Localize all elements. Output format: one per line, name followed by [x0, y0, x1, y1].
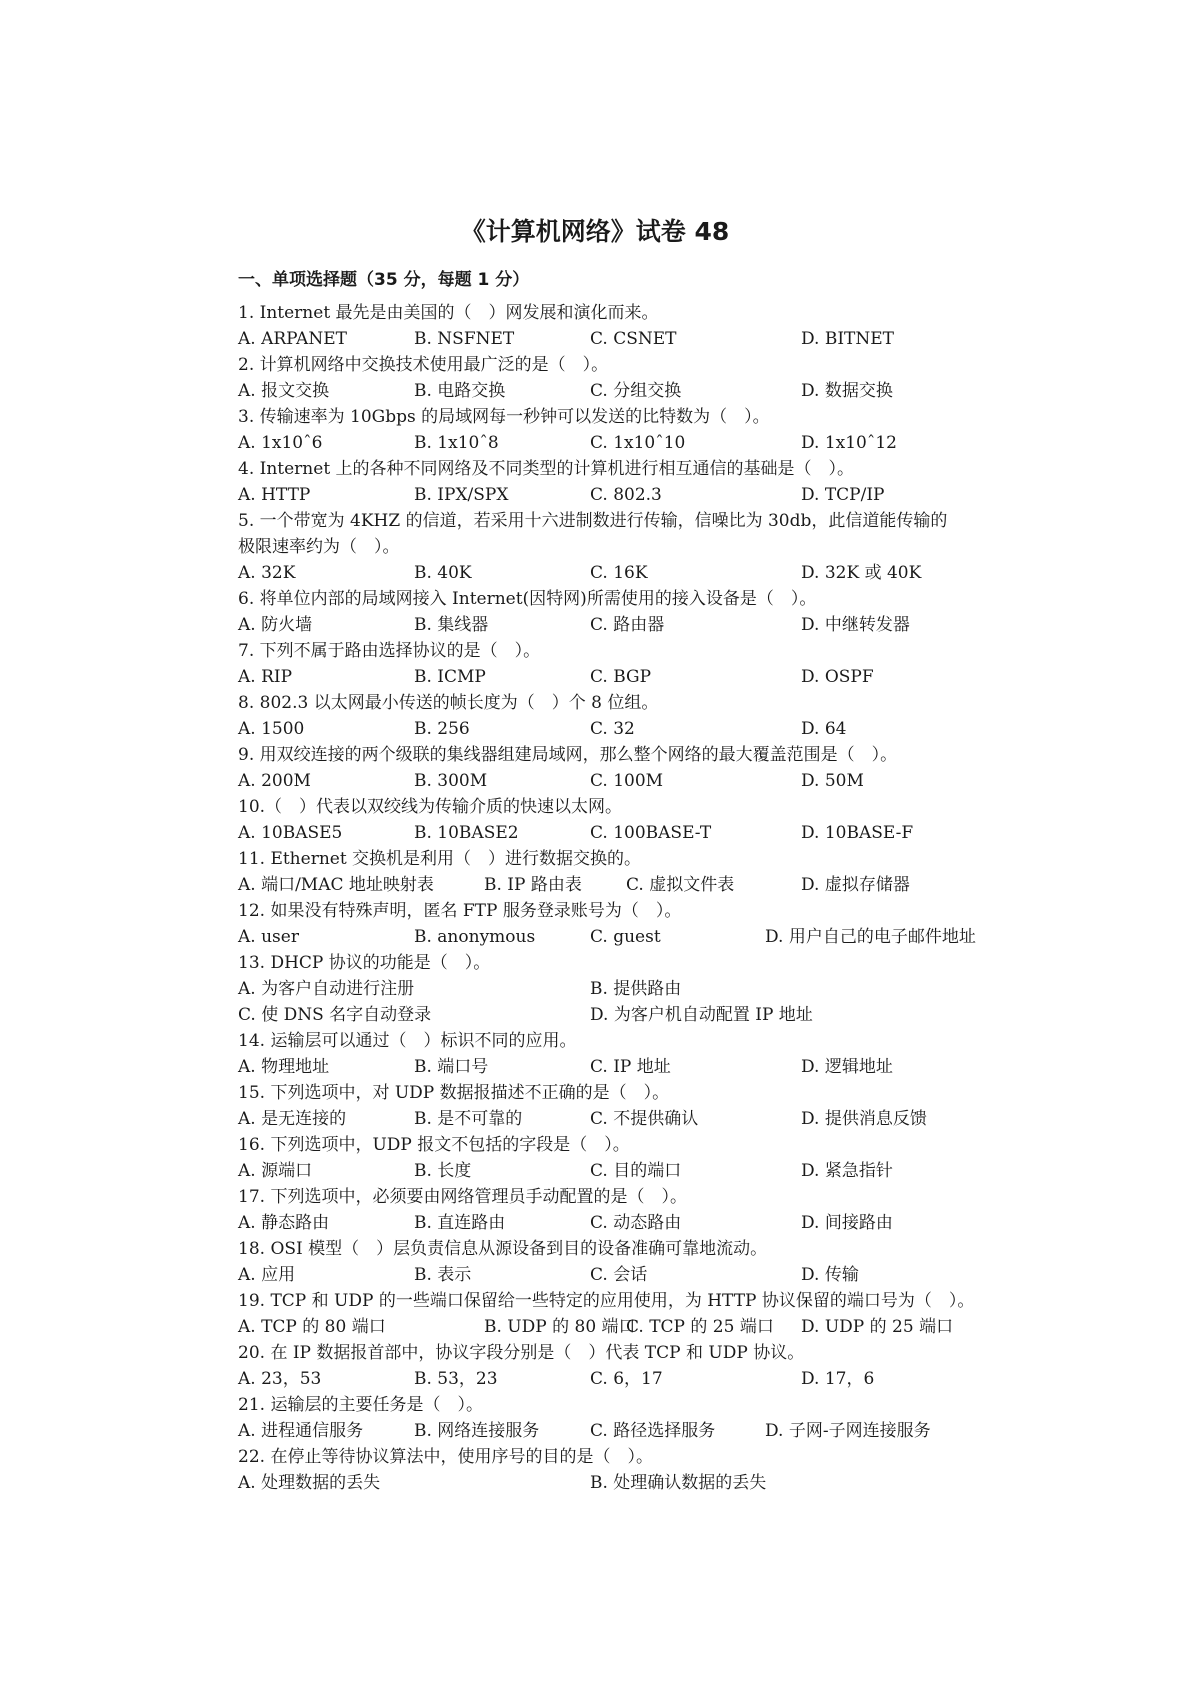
answer-option: A. 23，53	[238, 1369, 322, 1389]
option-row	[238, 560, 1058, 586]
answer-option: D. 子网-子网连接服务	[765, 1421, 931, 1441]
question-stem: 22. 在停止等待协议算法中，使用序号的目的是（ ）。	[238, 1447, 653, 1467]
answer-option: D. 间接路由	[801, 1213, 893, 1233]
question-stem: 13. DHCP 协议的功能是（ ）。	[238, 953, 491, 973]
answer-option: A. 进程通信服务	[238, 1421, 364, 1441]
answer-option: C. 使 DNS 名字自动登录	[238, 1005, 432, 1025]
answer-option: C. 动态路由	[590, 1213, 682, 1233]
answer-option: C. BGP	[590, 667, 652, 687]
question	[238, 690, 1058, 742]
answer-option: C. 1x10ˆ10	[590, 433, 686, 453]
answer-option: D. 1x10ˆ12	[801, 433, 897, 453]
answer-option: A. TCP 的 80 端口	[238, 1317, 386, 1337]
question	[238, 794, 1058, 846]
question	[238, 898, 1058, 950]
answer-option: B. NSFNET	[414, 329, 515, 349]
question-stem: 18. OSI 模型（ ）层负责信息从源设备到目的设备准确可靠地流动。	[238, 1239, 768, 1259]
option-row	[238, 924, 1058, 950]
question-stem: 1. Internet 最先是由美国的（ ）网发展和演化而来。	[238, 303, 659, 323]
option-row	[238, 482, 1058, 508]
answer-option: C. 路径选择服务	[590, 1421, 716, 1441]
option-row	[238, 664, 1058, 690]
option-row	[238, 820, 1058, 846]
answer-option: A. HTTP	[238, 485, 311, 505]
question	[238, 456, 1058, 508]
page-title: 《计算机网络》试卷 48	[460, 217, 730, 246]
answer-option: C. 目的端口	[590, 1161, 682, 1181]
option-row	[238, 1002, 1058, 1028]
answer-option: C. 16K	[590, 563, 648, 583]
question-stem: 21. 运输层的主要任务是（ ）。	[238, 1395, 483, 1415]
answer-option: A. 报文交换	[238, 381, 330, 401]
option-row	[238, 1314, 1058, 1340]
answer-option: C. 路由器	[590, 615, 665, 635]
answer-option: B. 是不可靠的	[414, 1109, 523, 1129]
option-row	[238, 1054, 1058, 1080]
answer-option: A. 10BASE5	[238, 823, 343, 843]
question-stem: 19. TCP 和 UDP 的一些端口保留给一些特定的应用使用，为 HTTP 协议保留的端口号为（ ）。	[238, 1291, 975, 1311]
answer-option: A. 200M	[238, 771, 311, 791]
answer-option: C. TCP 的 25 端口	[626, 1317, 774, 1337]
question-stem: 10.（ ）代表以双绞线为传输介质的快速以太网。	[238, 797, 623, 817]
answer-option: D. 64	[801, 719, 847, 739]
question	[238, 1184, 1058, 1236]
question	[238, 846, 1058, 898]
question-stem: 20. 在 IP 数据报首部中，协议字段分别是（ ）代表 TCP 和 UDP 协议。	[238, 1343, 805, 1363]
answer-option: D. 数据交换	[801, 381, 893, 401]
answer-option: C. 6，17	[590, 1369, 663, 1389]
answer-option: A. 静态路由	[238, 1213, 330, 1233]
answer-option: D. 用户自己的电子邮件地址	[765, 927, 976, 947]
question	[238, 1132, 1058, 1184]
option-row	[238, 1158, 1058, 1184]
answer-option: B. 网络连接服务	[414, 1421, 540, 1441]
answer-option: A. 端口/MAC 地址映射表	[238, 875, 434, 895]
option-row	[238, 716, 1058, 742]
question	[238, 638, 1058, 690]
answer-option: D. 为客户机自动配置 IP 地址	[590, 1005, 813, 1025]
answer-option: C. 100M	[590, 771, 664, 791]
answer-option: C. 分组交换	[590, 381, 682, 401]
option-row	[238, 1106, 1058, 1132]
answer-option: C. 不提供确认	[590, 1109, 699, 1129]
answer-option: B. 集线器	[414, 615, 489, 635]
question-stem: 15. 下列选项中，对 UDP 数据报描述不正确的是（ ）。	[238, 1083, 670, 1103]
option-row	[238, 1418, 1058, 1444]
answer-option: D. BITNET	[801, 329, 895, 349]
answer-option: D. UDP 的 25 端口	[801, 1317, 954, 1337]
answer-option: D. OSPF	[801, 667, 874, 687]
option-row	[238, 768, 1058, 794]
answer-option: A. 处理数据的丢失	[238, 1473, 381, 1493]
answer-option: D. 传输	[801, 1265, 859, 1285]
option-row	[238, 1470, 1058, 1496]
answer-option: B. ICMP	[414, 667, 486, 687]
answer-option: B. 电路交换	[414, 381, 506, 401]
question	[238, 300, 1058, 352]
answer-option: C. CSNET	[590, 329, 677, 349]
answer-option: D. 紧急指针	[801, 1161, 893, 1181]
answer-option: B. UDP 的 80 端口	[484, 1317, 636, 1337]
question	[238, 1288, 1058, 1340]
answer-option: A. 1500	[238, 719, 305, 739]
answer-option: D. 逻辑地址	[801, 1057, 893, 1077]
answer-option: B. 长度	[414, 1161, 472, 1181]
answer-option: B. IP 路由表	[484, 875, 582, 895]
question-stem: 2. 计算机网络中交换技术使用最广泛的是（ ）。	[238, 355, 609, 375]
answer-option: C. 32	[590, 719, 635, 739]
answer-option: D. TCP/IP	[801, 485, 885, 505]
answer-option: C. 802.3	[590, 485, 662, 505]
answer-option: B. 处理确认数据的丢失	[590, 1473, 767, 1493]
question-stem: 12. 如果没有特殊声明，匿名 FTP 服务登录账号为（ ）。	[238, 901, 682, 921]
answer-option: B. 300M	[414, 771, 488, 791]
answer-option: B. 提供路由	[590, 979, 682, 999]
answer-option: D. 中继转发器	[801, 615, 910, 635]
question-stem: 极限速率约为（ ）。	[238, 537, 400, 557]
answer-option: D. 50M	[801, 771, 864, 791]
question-stem: 16. 下列选项中，UDP 报文不包括的字段是（ ）。	[238, 1135, 630, 1155]
answer-option: A. 是无连接的	[238, 1109, 347, 1129]
question	[238, 1080, 1058, 1132]
answer-option: B. anonymous	[414, 927, 536, 947]
answer-option: D. 虚拟存储器	[801, 875, 910, 895]
question	[238, 1340, 1058, 1392]
option-row	[238, 872, 1058, 898]
answer-option: C. guest	[590, 927, 661, 947]
answer-option: B. 40K	[414, 563, 472, 583]
question	[238, 404, 1058, 456]
option-row	[238, 612, 1058, 638]
answer-option: C. IP 地址	[590, 1057, 671, 1077]
question	[238, 1028, 1058, 1080]
answer-option: A. 32K	[238, 563, 296, 583]
answer-option: A. 防火墙	[238, 615, 313, 635]
question	[238, 586, 1058, 638]
option-row	[238, 1210, 1058, 1236]
question-stem: 6. 将单位内部的局域网接入 Internet(因特网)所需使用的接入设备是（ ）。	[238, 589, 817, 609]
option-row	[238, 430, 1058, 456]
question	[238, 950, 1058, 1028]
answer-option: A. ARPANET	[238, 329, 347, 349]
answer-option: B. 53，23	[414, 1369, 498, 1389]
answer-option: A. RIP	[238, 667, 293, 687]
section-heading: 一、单项选择题（35 分，每题 1 分）	[238, 270, 530, 290]
answer-option: A. 1x10ˆ6	[238, 433, 323, 453]
answer-option: C. 100BASE-T	[590, 823, 712, 843]
question-stem: 17. 下列选项中，必须要由网络管理员手动配置的是（ ）。	[238, 1187, 687, 1207]
question-stem: 3. 传输速率为 10Gbps 的局域网每一秒钟可以发送的比特数为（ ）。	[238, 407, 770, 427]
answer-option: B. 256	[414, 719, 470, 739]
option-row	[238, 378, 1058, 404]
question-stem: 4. Internet 上的各种不同网络及不同类型的计算机进行相互通信的基础是（ ）。	[238, 459, 855, 479]
option-row	[238, 326, 1058, 352]
answer-option: A. 应用	[238, 1265, 296, 1285]
question	[238, 742, 1058, 794]
answer-option: A. user	[238, 927, 299, 947]
question-list	[238, 300, 1058, 1496]
question-stem: 11. Ethernet 交换机是利用（ ）进行数据交换的。	[238, 849, 642, 869]
answer-option: D. 提供消息反馈	[801, 1109, 927, 1129]
answer-option: B. 端口号	[414, 1057, 489, 1077]
answer-option: B. 1x10ˆ8	[414, 433, 499, 453]
answer-option: B. 10BASE2	[414, 823, 519, 843]
answer-option: A. 为客户自动进行注册	[238, 979, 415, 999]
question	[238, 1236, 1058, 1288]
answer-option: A. 源端口	[238, 1161, 313, 1181]
answer-option: B. 表示	[414, 1265, 472, 1285]
question-stem: 14. 运输层可以通过（ ）标识不同的应用。	[238, 1031, 577, 1051]
answer-option: B. 直连路由	[414, 1213, 506, 1233]
answer-option: B. IPX/SPX	[414, 485, 509, 505]
answer-option: A. 物理地址	[238, 1057, 330, 1077]
option-row	[238, 976, 1058, 1002]
question	[238, 1444, 1058, 1496]
question	[238, 352, 1058, 404]
answer-option: D. 10BASE-F	[801, 823, 914, 843]
question-stem: 8. 802.3 以太网最小传送的帧长度为（ ）个 8 位组。	[238, 693, 659, 713]
option-row	[238, 1366, 1058, 1392]
answer-option: C. 虚拟文件表	[626, 875, 735, 895]
question	[238, 1392, 1058, 1444]
question-stem: 5. 一个带宽为 4KHZ 的信道，若采用十六进制数进行传输，信噪比为 30db，此信道能传输的	[238, 511, 948, 531]
answer-option: D. 32K 或 40K	[801, 563, 922, 583]
answer-option: D. 17，6	[801, 1369, 875, 1389]
question-stem: 7. 下列不属于路由选择协议的是（ ）。	[238, 641, 541, 661]
option-row	[238, 1262, 1058, 1288]
question-stem: 9. 用双绞连接的两个级联的集线器组建局域网，那么整个网络的最大覆盖范围是（ ）。	[238, 745, 898, 765]
question	[238, 508, 1058, 586]
answer-option: C. 会话	[590, 1265, 648, 1285]
